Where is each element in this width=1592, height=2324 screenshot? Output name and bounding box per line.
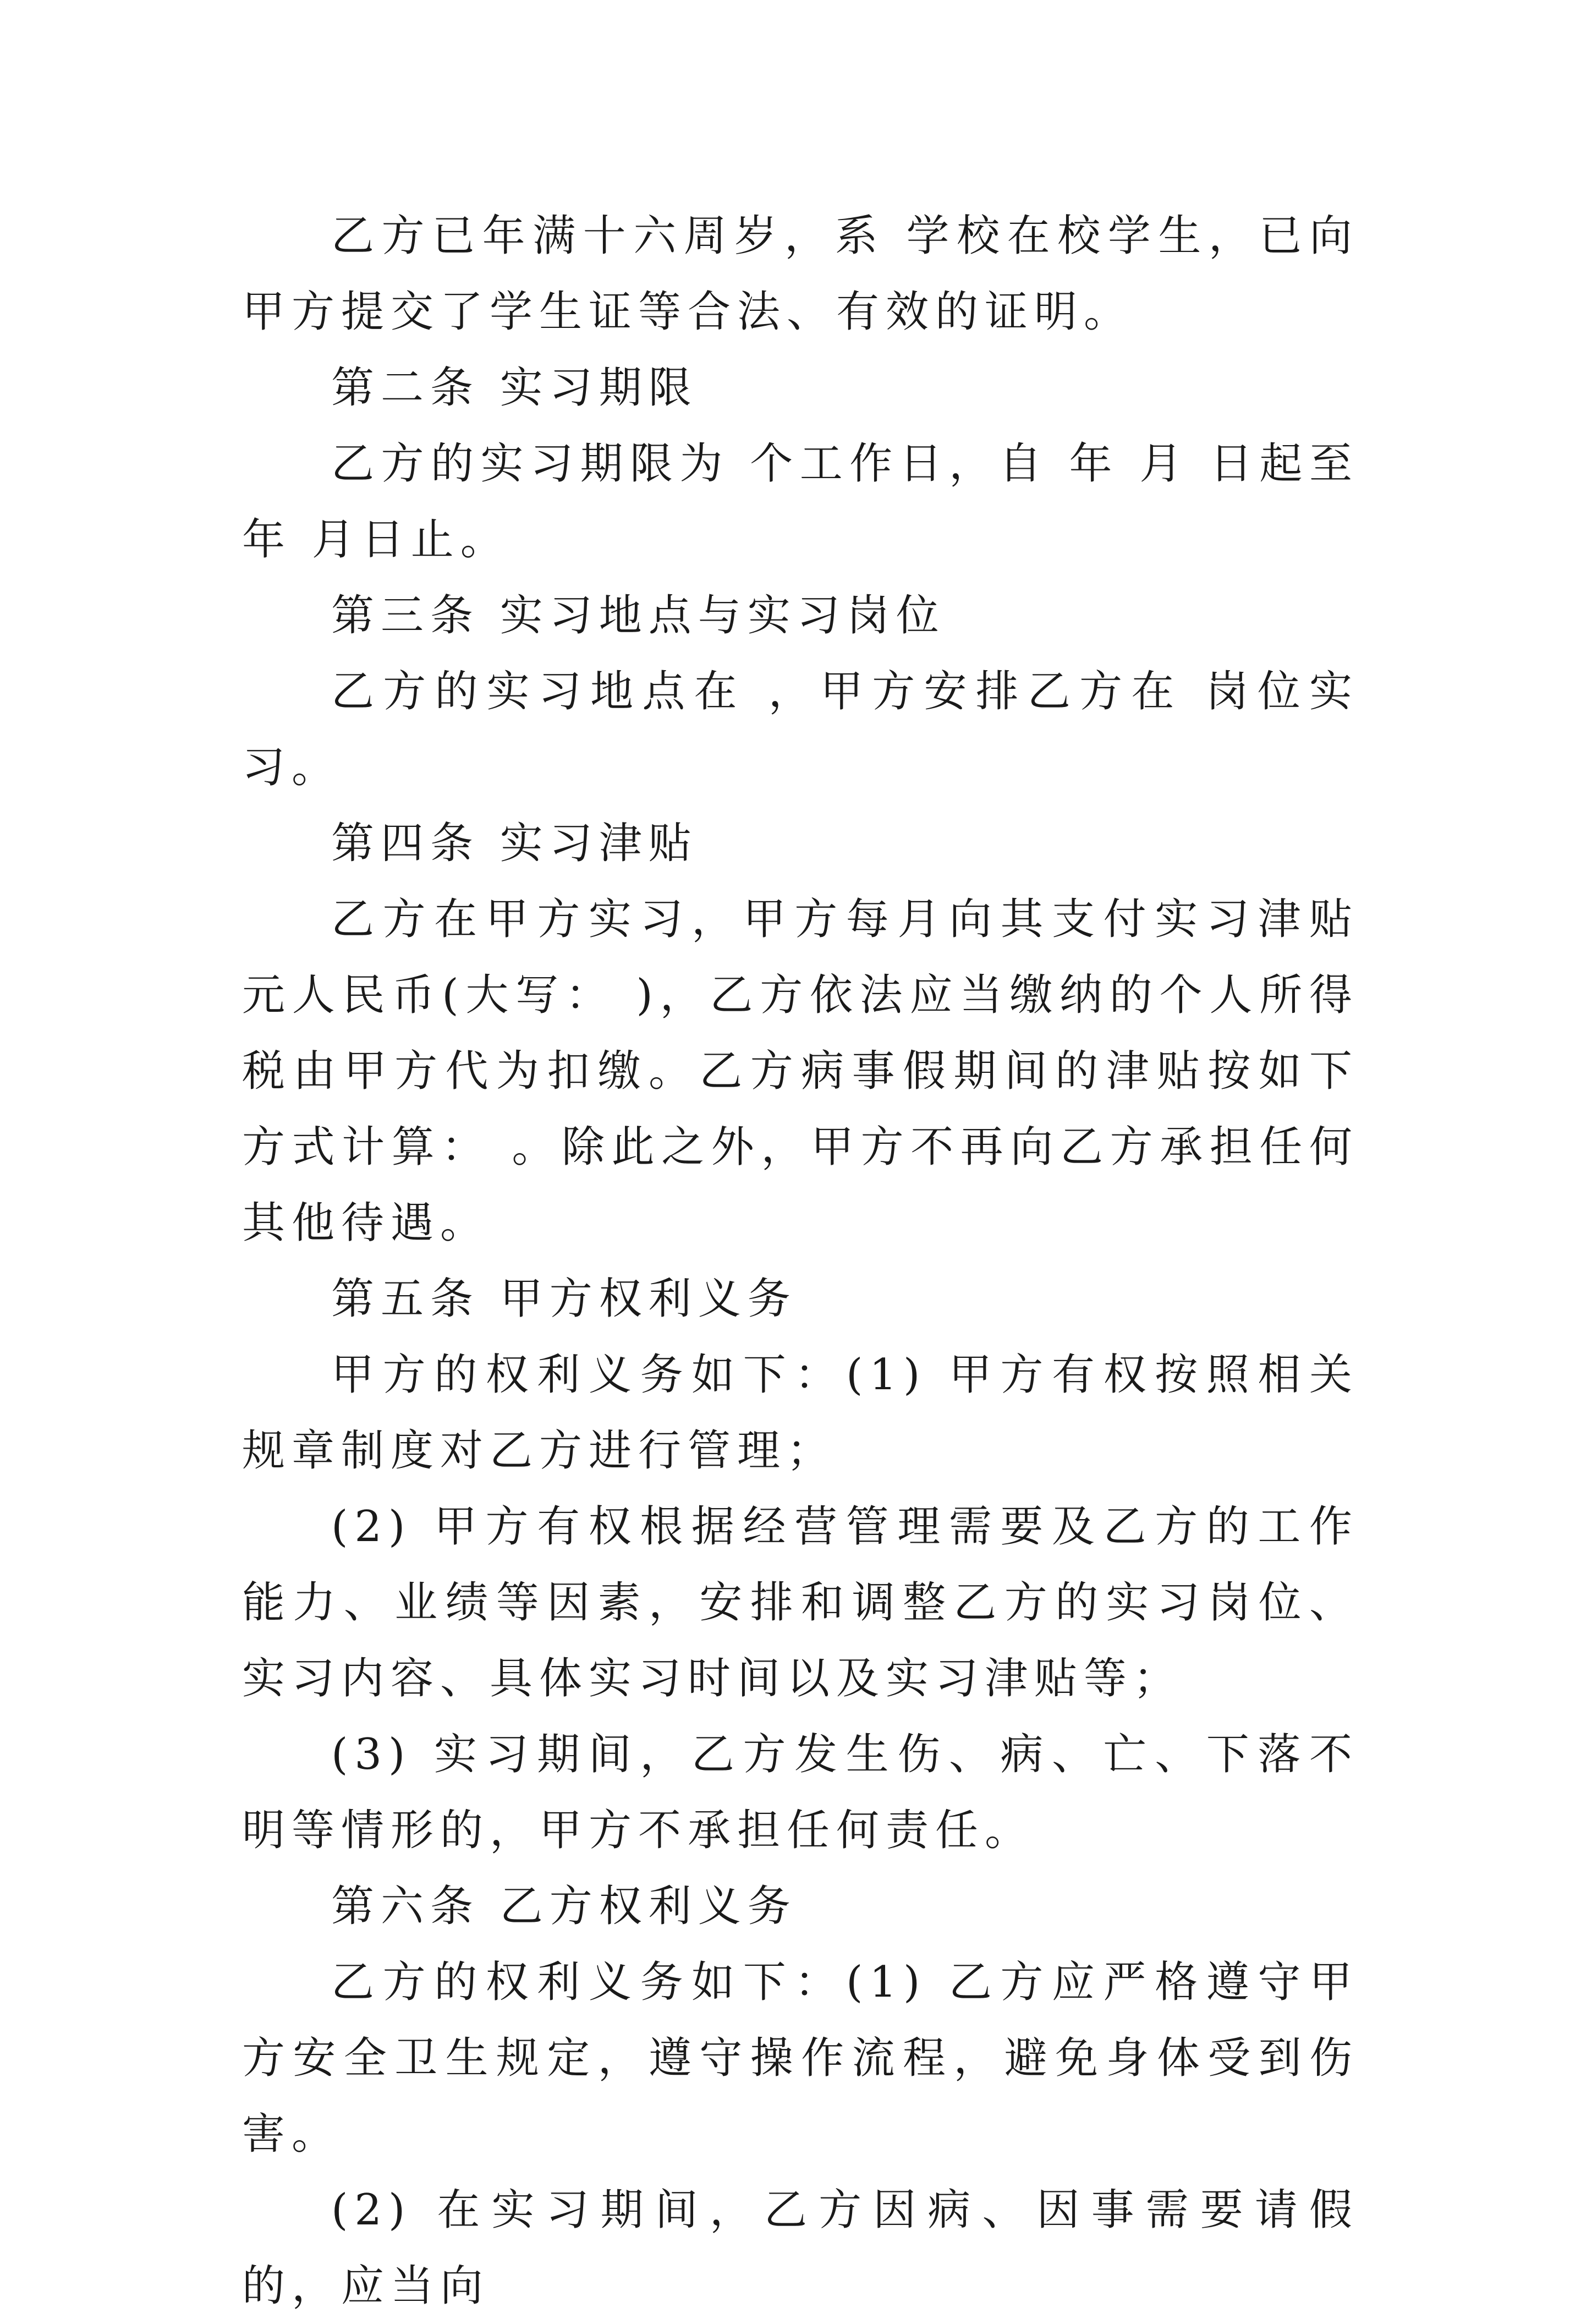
paragraph-student-status: 乙方已年满十六周岁，系 学校在校学生，已向甲方提交了学生证等合法、有效的证明。 (242, 211, 1359, 337)
paragraph-internship-location: 乙方的实习地点在 ，甲方安排乙方在 岗位实习。 (242, 667, 1359, 792)
paragraph-party-a-rights-3: (3) 实习期间，乙方发生伤、病、亡、下落不明等情形的，甲方不承担任何责任。 (242, 1730, 1359, 1855)
document-body (242, 198, 1359, 2324)
heading-article-5: 第五条 甲方权利义务 (331, 1274, 797, 1324)
paragraph-party-a-rights-2: (2) 甲方有权根据经营管理需要及乙方的工作能力、业绩等因素，安排和调整乙方的实习岗位、实习内容、具体实习时间以及实习津贴等； (242, 1502, 1359, 1703)
paragraph-party-b-rights-1: 乙方的权利义务如下：(1) 乙方应严格遵守甲方安全卫生规定，遵守操作流程，避免身体受到伤害。 (242, 1958, 1359, 2159)
heading-article-3: 第三条 实习地点与实习岗位 (331, 591, 946, 640)
paragraph-party-a-rights-1: 甲方的权利义务如下：(1) 甲方有权按照相关规章制度对乙方进行管理； (242, 1350, 1359, 1476)
paragraph-party-b-rights-2: (2) 在实习期间，乙方因病、因事需要请假的，应当向 (242, 2185, 1359, 2311)
heading-article-4: 第四条 实习津贴 (331, 819, 698, 868)
heading-article-6: 第六条 乙方权利义务 (331, 1882, 797, 1931)
paragraph-internship-period: 乙方的实习期限为 个工作日，自 年 月 日起至 年 月日止。 (242, 439, 1359, 564)
heading-article-2: 第二条 实习期限 (331, 363, 698, 413)
paragraph-internship-allowance: 乙方在甲方实习，甲方每月向其支付实习津贴 元人民币(大写： )，乙方依法应当缴纳的个人所得税由甲方代为扣缴。乙方病事假期间的津贴按如下方式计算： 。除此之外，甲方不再向乙方承担任何其他待遇。 (242, 895, 1359, 1248)
